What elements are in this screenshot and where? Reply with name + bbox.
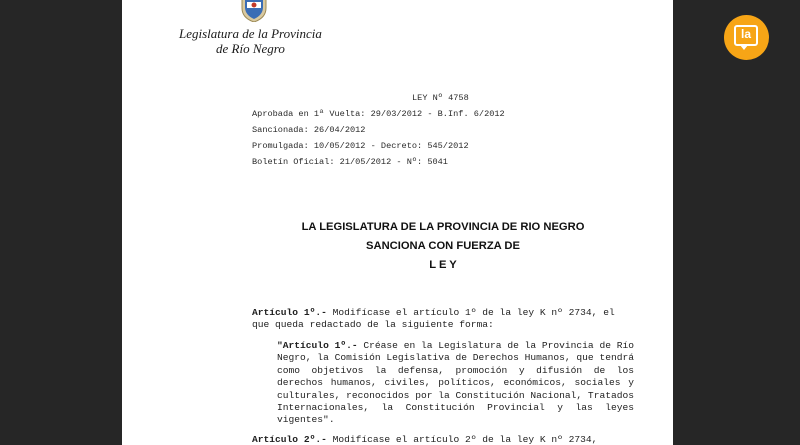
article-2 xyxy=(252,434,632,445)
heading-law: L E Y xyxy=(429,259,457,271)
organization-name-line1: Legislatura de la Provincia xyxy=(179,26,322,41)
site-logo[interactable] xyxy=(724,15,769,60)
organization-name-line2: de Río Negro xyxy=(216,41,285,56)
law-number: LEY Nº 4758 xyxy=(412,93,469,103)
article-1 xyxy=(252,307,632,332)
document-page xyxy=(122,0,673,445)
bulletin-line: Boletín Oficial: 21/05/2012 - Nº: 5041 xyxy=(252,157,448,167)
article-2-label: Artículo 2º.- xyxy=(252,434,327,445)
coat-of-arms-icon xyxy=(238,0,270,22)
approval-line: Aprobada en 1ª Vuelta: 29/03/2012 - B.Inf. 6/2012 xyxy=(252,109,505,119)
quoted-article-text: Créase en la Legislatura de la Provincia de Río Negro, la Comisión Legislativa de Derechos Humanos, que tendrá como objetivos la defensa, promoción y difusión de los derechos humanos, civiles, políticos, económicos, sociales y culturales, reconocidos por la Constitución Nacional, Tratados Internacionales, la Constitución Provincial y las leyes vigentes". xyxy=(277,340,634,426)
quoted-article-label: Artículo 1º.- xyxy=(282,340,358,351)
quote-open-mark: " xyxy=(277,340,283,351)
article-2-text: Modifícase el artículo 2º de la ley K nº 2734, xyxy=(326,434,598,445)
promulgation-line: Promulgada: 10/05/2012 - Decreto: 545/2012 xyxy=(252,141,469,151)
sanction-line: Sancionada: 26/04/2012 xyxy=(252,125,366,135)
heading-legislature: LA LEGISLATURA DE LA PROVINCIA DE RIO NEGRO xyxy=(301,221,585,233)
article-1-label: Artículo 1º.- xyxy=(252,307,327,318)
heading-sanctions: SANCIONA CON FUERZA DE xyxy=(366,240,520,252)
speech-bubble-icon: la xyxy=(734,25,758,46)
article-1-quoted-text xyxy=(277,340,634,427)
speech-bubble-tail xyxy=(740,45,748,50)
article-1-text: Modifícase el artículo 1º de la ley K nº 2734, el que queda redactado de la siguiente forma: xyxy=(252,307,615,331)
